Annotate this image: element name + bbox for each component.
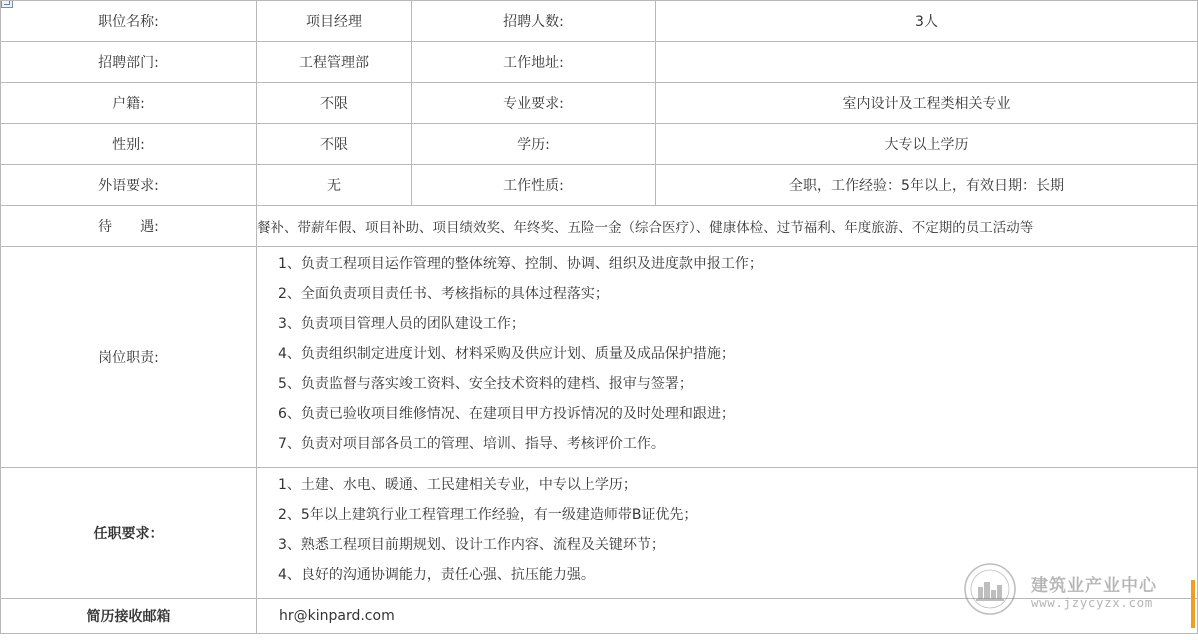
table-row [1,165,1198,206]
table-row [1,42,1198,83]
list-item: 6、负责已验收项目维修情况、在建项目甲方投诉情况的及时处理和跟进； [278,406,735,422]
hukou-value: 不限 [257,83,412,124]
resume-email-label: 简历接收邮箱 [1,599,257,634]
headcount-label: 招聘人数: [412,1,656,42]
benefits-label: 待 遇: [1,206,257,247]
benefits-value: 餐补、带薪年假、项目补助、项目绩效奖、年终奖、五险一金（综合医疗）、健康体检、过节福利、年度旅游、不定期的员工活动等 [257,206,1198,247]
table-row [1,206,1198,247]
headcount-value: 3人 [656,1,1198,42]
duties-list [257,247,1198,468]
list-item: 1、负责工程项目运作管理的整体统筹、控制、协调、组织及进度款申报工作； [278,256,763,272]
table-row [1,1,1198,42]
list-item: 3、负责项目管理人员的团队建设工作； [278,316,525,332]
resume-email-link[interactable]: hr@kinpard.com [257,599,1198,634]
list-item: 5、负责监督与落实竣工资料、安全技术资料的建档、报审与签署； [278,376,693,392]
side-accent-bar [1191,580,1195,628]
requirements-label: 任职要求： [1,468,257,599]
position-value: 项目经理 [257,1,412,42]
table-row [1,247,1198,468]
requirements-list [257,468,1198,599]
gender-label: 性别: [1,124,257,165]
department-label: 招聘部门: [1,42,257,83]
department-value: 工程管理部 [257,42,412,83]
list-item: 2、5年以上建筑行业工程管理工作经验，有一级建造师带B证优先； [278,507,698,523]
language-value: 无 [257,165,412,206]
list-item: 4、良好的沟通协调能力，责任心强、抗压能力强。 [278,567,595,583]
language-label: 外语要求: [1,165,257,206]
job-nature-value: 全职，工作经验：5年以上，有效日期：长期 [656,165,1198,206]
list-item: 7、负责对项目部各员工的管理、培训、指导、考核评价工作。 [278,436,665,452]
list-item: 4、负责组织制定进度计划、材料采购及供应计划、质量及成品保护措施； [278,346,735,362]
watermark-title: 建筑业产业中心 [1031,576,1157,596]
list-item: 3、熟悉工程项目前期规划、设计工作内容、流程及关键环节； [278,537,665,553]
location-label: 工作地址: [412,42,656,83]
list-item: 1、土建、水电、暖通、工民建相关专业，中专以上学历； [278,477,637,493]
table-row [1,124,1198,165]
list-item: 2、全面负责项目责任书、考核指标的具体过程落实； [278,286,609,302]
table-row [1,83,1198,124]
education-label: 学历: [412,124,656,165]
major-label: 专业要求: [412,83,656,124]
gender-value: 不限 [257,124,412,165]
major-value: 室内设计及工程类相关专业 [656,83,1198,124]
location-value [656,42,1198,83]
table-row [1,468,1198,599]
table-row [1,599,1198,634]
duties-label: 岗位职责: [1,247,257,468]
education-value: 大专以上学历 [656,124,1198,165]
hukou-label: 户籍: [1,83,257,124]
job-nature-label: 工作性质: [412,165,656,206]
watermark-url: www.jzycyzx.com [1031,595,1153,610]
position-label: 职位名称: [1,1,257,42]
